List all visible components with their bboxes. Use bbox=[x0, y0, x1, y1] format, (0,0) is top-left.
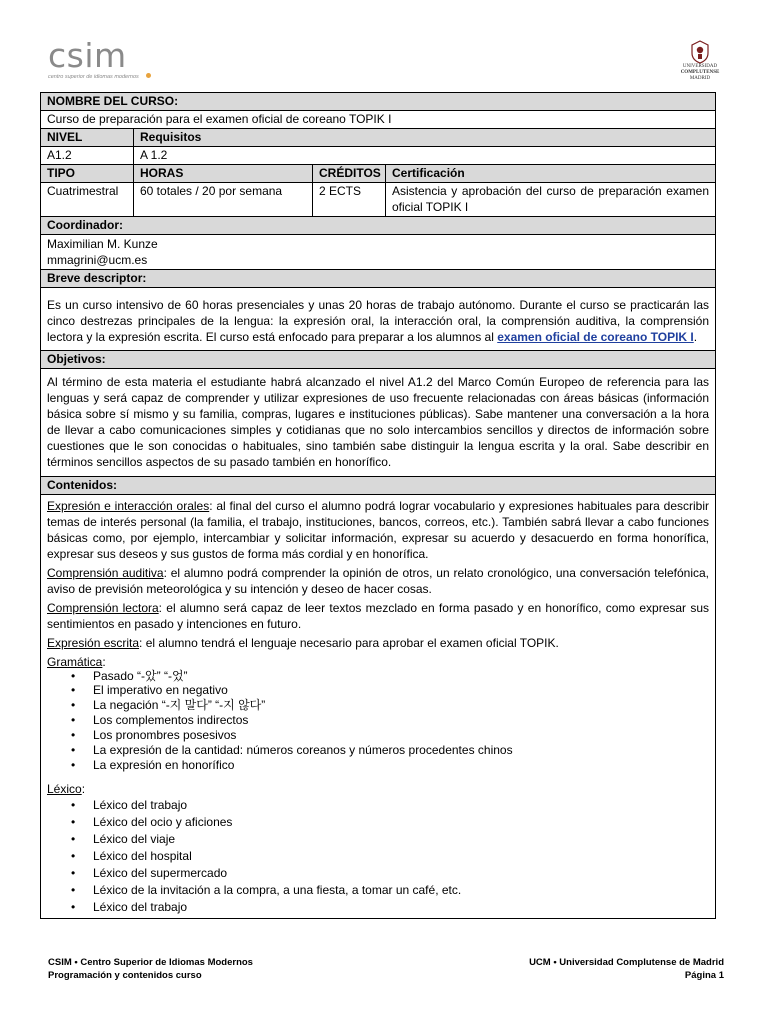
objectives-header-row bbox=[41, 351, 715, 369]
level-row bbox=[41, 147, 715, 165]
writing-section bbox=[47, 635, 709, 651]
credits-value: 2 ECTS bbox=[313, 183, 386, 216]
requirements-label: Requisitos bbox=[140, 130, 202, 144]
descriptor-end: . bbox=[693, 330, 698, 344]
csim-logo-word: csim bbox=[48, 36, 127, 75]
coordinator-label: Coordinador: bbox=[47, 218, 123, 232]
contents-header-row bbox=[41, 477, 715, 495]
ucm-crest-icon bbox=[689, 40, 711, 64]
contents-body bbox=[41, 495, 715, 918]
csim-logo-dot bbox=[146, 73, 151, 78]
descriptor-label: Breve descriptor: bbox=[47, 271, 147, 285]
oral-text: : al final del curso el alumno podrá lograr vocabulario y expresiones habituales para describir temas de interés personal (la familia, el trabajo, instituciones, bancos, correos, etc.). También sabrá llevar a cabo funciones básicas como, por ejemplo, intercambiar y solicitar información, expresar su acuerdo y desacuerdo en forma honorífica, expresar sus deseos y sus gustos de forma más cordial y en honorífica. bbox=[47, 499, 709, 561]
list-item: • Léxico del supermercado bbox=[71, 865, 709, 882]
certification-label: Certificación bbox=[392, 166, 465, 180]
objectives-row bbox=[41, 369, 715, 477]
credits-label: CRÉDITOS bbox=[313, 165, 386, 182]
level-label: NIVEL bbox=[41, 129, 134, 146]
certification-value: Asistencia y aprobación del curso de preparación examen oficial TOPIK I bbox=[392, 184, 709, 214]
type-row bbox=[41, 183, 715, 217]
grammar-colon: : bbox=[102, 655, 106, 669]
lexicon-colon: : bbox=[81, 782, 86, 796]
objectives-text: Al término de esta materia el estudiante habrá alcanzado el nivel A1.2 del Marco Común Europeo de referencia para las lenguas y será capaz de comprender y utilizar expresiones de uso frecuente relacionadas con áreas básicas (información básica sobre sí mismo y su familia, compras, lugares e instituciones públicas). Sabe mantener una conversación a la hora de llevar a cabo comunicaciones simples y cotidianas que no solo intercambios sencillos y directos de información sobre cuestiones que le son conocidas o habituales, sino también sabe distinguir la lengua escrita y la oral. Sabe describir en términos sencillos aspectos de su pasado también en honorífico. bbox=[47, 375, 709, 469]
list-item: • Los complementos indirectos bbox=[71, 713, 709, 728]
footer-left bbox=[48, 956, 253, 982]
page-header bbox=[0, 0, 768, 90]
contents-label: Contenidos: bbox=[47, 478, 117, 492]
list-item: • La expresión de la cantidad: números coreanos y números procedentes chinos bbox=[71, 743, 709, 758]
footer-left-line-2: Programación y contenidos curso bbox=[48, 970, 202, 981]
list-item: • Léxico del trabajo bbox=[71, 797, 709, 814]
type-value: Cuatrimestral bbox=[41, 183, 134, 216]
ucm-logo bbox=[670, 40, 730, 85]
coordinator-row bbox=[41, 235, 715, 270]
writing-label: Expresión escrita bbox=[47, 636, 140, 650]
topik-exam-link[interactable]: examen oficial de coreano TOPIK I bbox=[497, 330, 694, 344]
list-item: • Pasado “-았” “-었” bbox=[71, 669, 709, 683]
grammar-label: Gramática bbox=[47, 655, 103, 669]
oral-label: Expresión e interacción orales bbox=[47, 499, 210, 513]
hours-value: 60 totales / 20 por semana bbox=[134, 183, 313, 216]
requirements-value: A 1.2 bbox=[140, 148, 168, 162]
list-item: • Léxico del ocio y aficiones bbox=[71, 814, 709, 831]
reading-section bbox=[47, 600, 709, 632]
list-item: • Los pronombres posesivos bbox=[71, 728, 709, 743]
listening-label: Comprensión auditiva bbox=[47, 566, 164, 580]
footer-left-line-1: CSIM • Centro Superior de Idiomas Modernos bbox=[48, 957, 253, 968]
footer-right bbox=[529, 956, 724, 982]
descriptor-header-row bbox=[41, 270, 715, 288]
course-name-label: NOMBRE DEL CURSO: bbox=[47, 94, 179, 108]
csim-logo bbox=[48, 36, 168, 85]
listening-section bbox=[47, 565, 709, 597]
course-table bbox=[40, 92, 716, 919]
list-item: • La negación “-지 말다” “-지 않다” bbox=[71, 698, 709, 713]
ucm-logo-line-3: MADRID bbox=[689, 76, 711, 81]
list-item: • La expresión en honorífico bbox=[71, 758, 709, 773]
lexicon-list bbox=[71, 797, 709, 916]
footer-right-line-1: UCM • Universidad Complutense de Madrid bbox=[529, 957, 724, 968]
ucm-logo-line-2: COMPLUTENSE bbox=[680, 70, 720, 75]
coordinator-email: mmagrini@ucm.es bbox=[47, 253, 148, 267]
objectives-label: Objetivos: bbox=[47, 352, 106, 366]
list-item: • Léxico del viaje bbox=[71, 831, 709, 848]
hours-label: HORAS bbox=[134, 165, 313, 182]
list-item: • Léxico del trabajo bbox=[71, 899, 709, 916]
writing-text: : el alumno tendrá el lenguaje necesario para aprobar el examen oficial TOPIK. bbox=[139, 636, 559, 650]
coordinator-info bbox=[41, 235, 715, 269]
descriptor-text bbox=[41, 288, 715, 350]
reading-text: : el alumno será capaz de leer textos mezclado en forma pasado y en honorífico, como expresar sus sentimientos en pasado y intenciones en futuro. bbox=[47, 601, 710, 631]
descriptor-row bbox=[41, 288, 715, 351]
list-item: • El imperativo en negativo bbox=[71, 683, 709, 698]
page-number: Página 1 bbox=[684, 970, 724, 981]
list-item: • Léxico del hospital bbox=[71, 848, 709, 865]
lexicon-label: Léxico bbox=[47, 782, 82, 796]
grammar-list bbox=[71, 669, 709, 773]
type-label: TIPO bbox=[41, 165, 134, 182]
contents-row bbox=[41, 495, 715, 918]
type-header-row bbox=[41, 165, 715, 183]
lexicon-heading bbox=[47, 781, 709, 797]
course-name-row bbox=[41, 111, 715, 129]
level-value: A1.2 bbox=[41, 147, 134, 164]
course-name-value: Curso de preparación para el examen oficial de coreano TOPIK I bbox=[47, 112, 392, 126]
listening-text: : el alumno podrá comprender la opinión de otros, un relato cronológico, una conversación telefónica, aviso de previsión meteorológica y su intención y deseo de hacer cosas. bbox=[47, 566, 709, 596]
reading-label: Comprensión lectora bbox=[47, 601, 159, 615]
oral-section bbox=[47, 498, 709, 562]
list-item: • Léxico de la invitación a la compra, a una fiesta, a tomar un café, etc. bbox=[71, 882, 709, 899]
grammar-heading bbox=[47, 655, 709, 669]
coordinator-header-row bbox=[41, 217, 715, 235]
course-name-header-row bbox=[41, 93, 715, 111]
level-header-row bbox=[41, 129, 715, 147]
coordinator-name: Maximilian M. Kunze bbox=[47, 237, 158, 251]
descriptor-body: Es un curso intensivo de 60 horas presenciales y unas 20 horas de trabajo autónomo. Durante el curso se practicarán las cinco destrezas principales de la lengua: la expresión oral, la interacción oral, la comprensión auditiva, la comprensión lectora y la expresión escrita. El curso está enfocado para preparar a los alumnos al bbox=[47, 298, 709, 344]
ucm-logo-line-1: UNIVERSIDAD bbox=[682, 64, 718, 69]
csim-logo-tagline: centro superior de idiomas modernos bbox=[48, 74, 139, 80]
